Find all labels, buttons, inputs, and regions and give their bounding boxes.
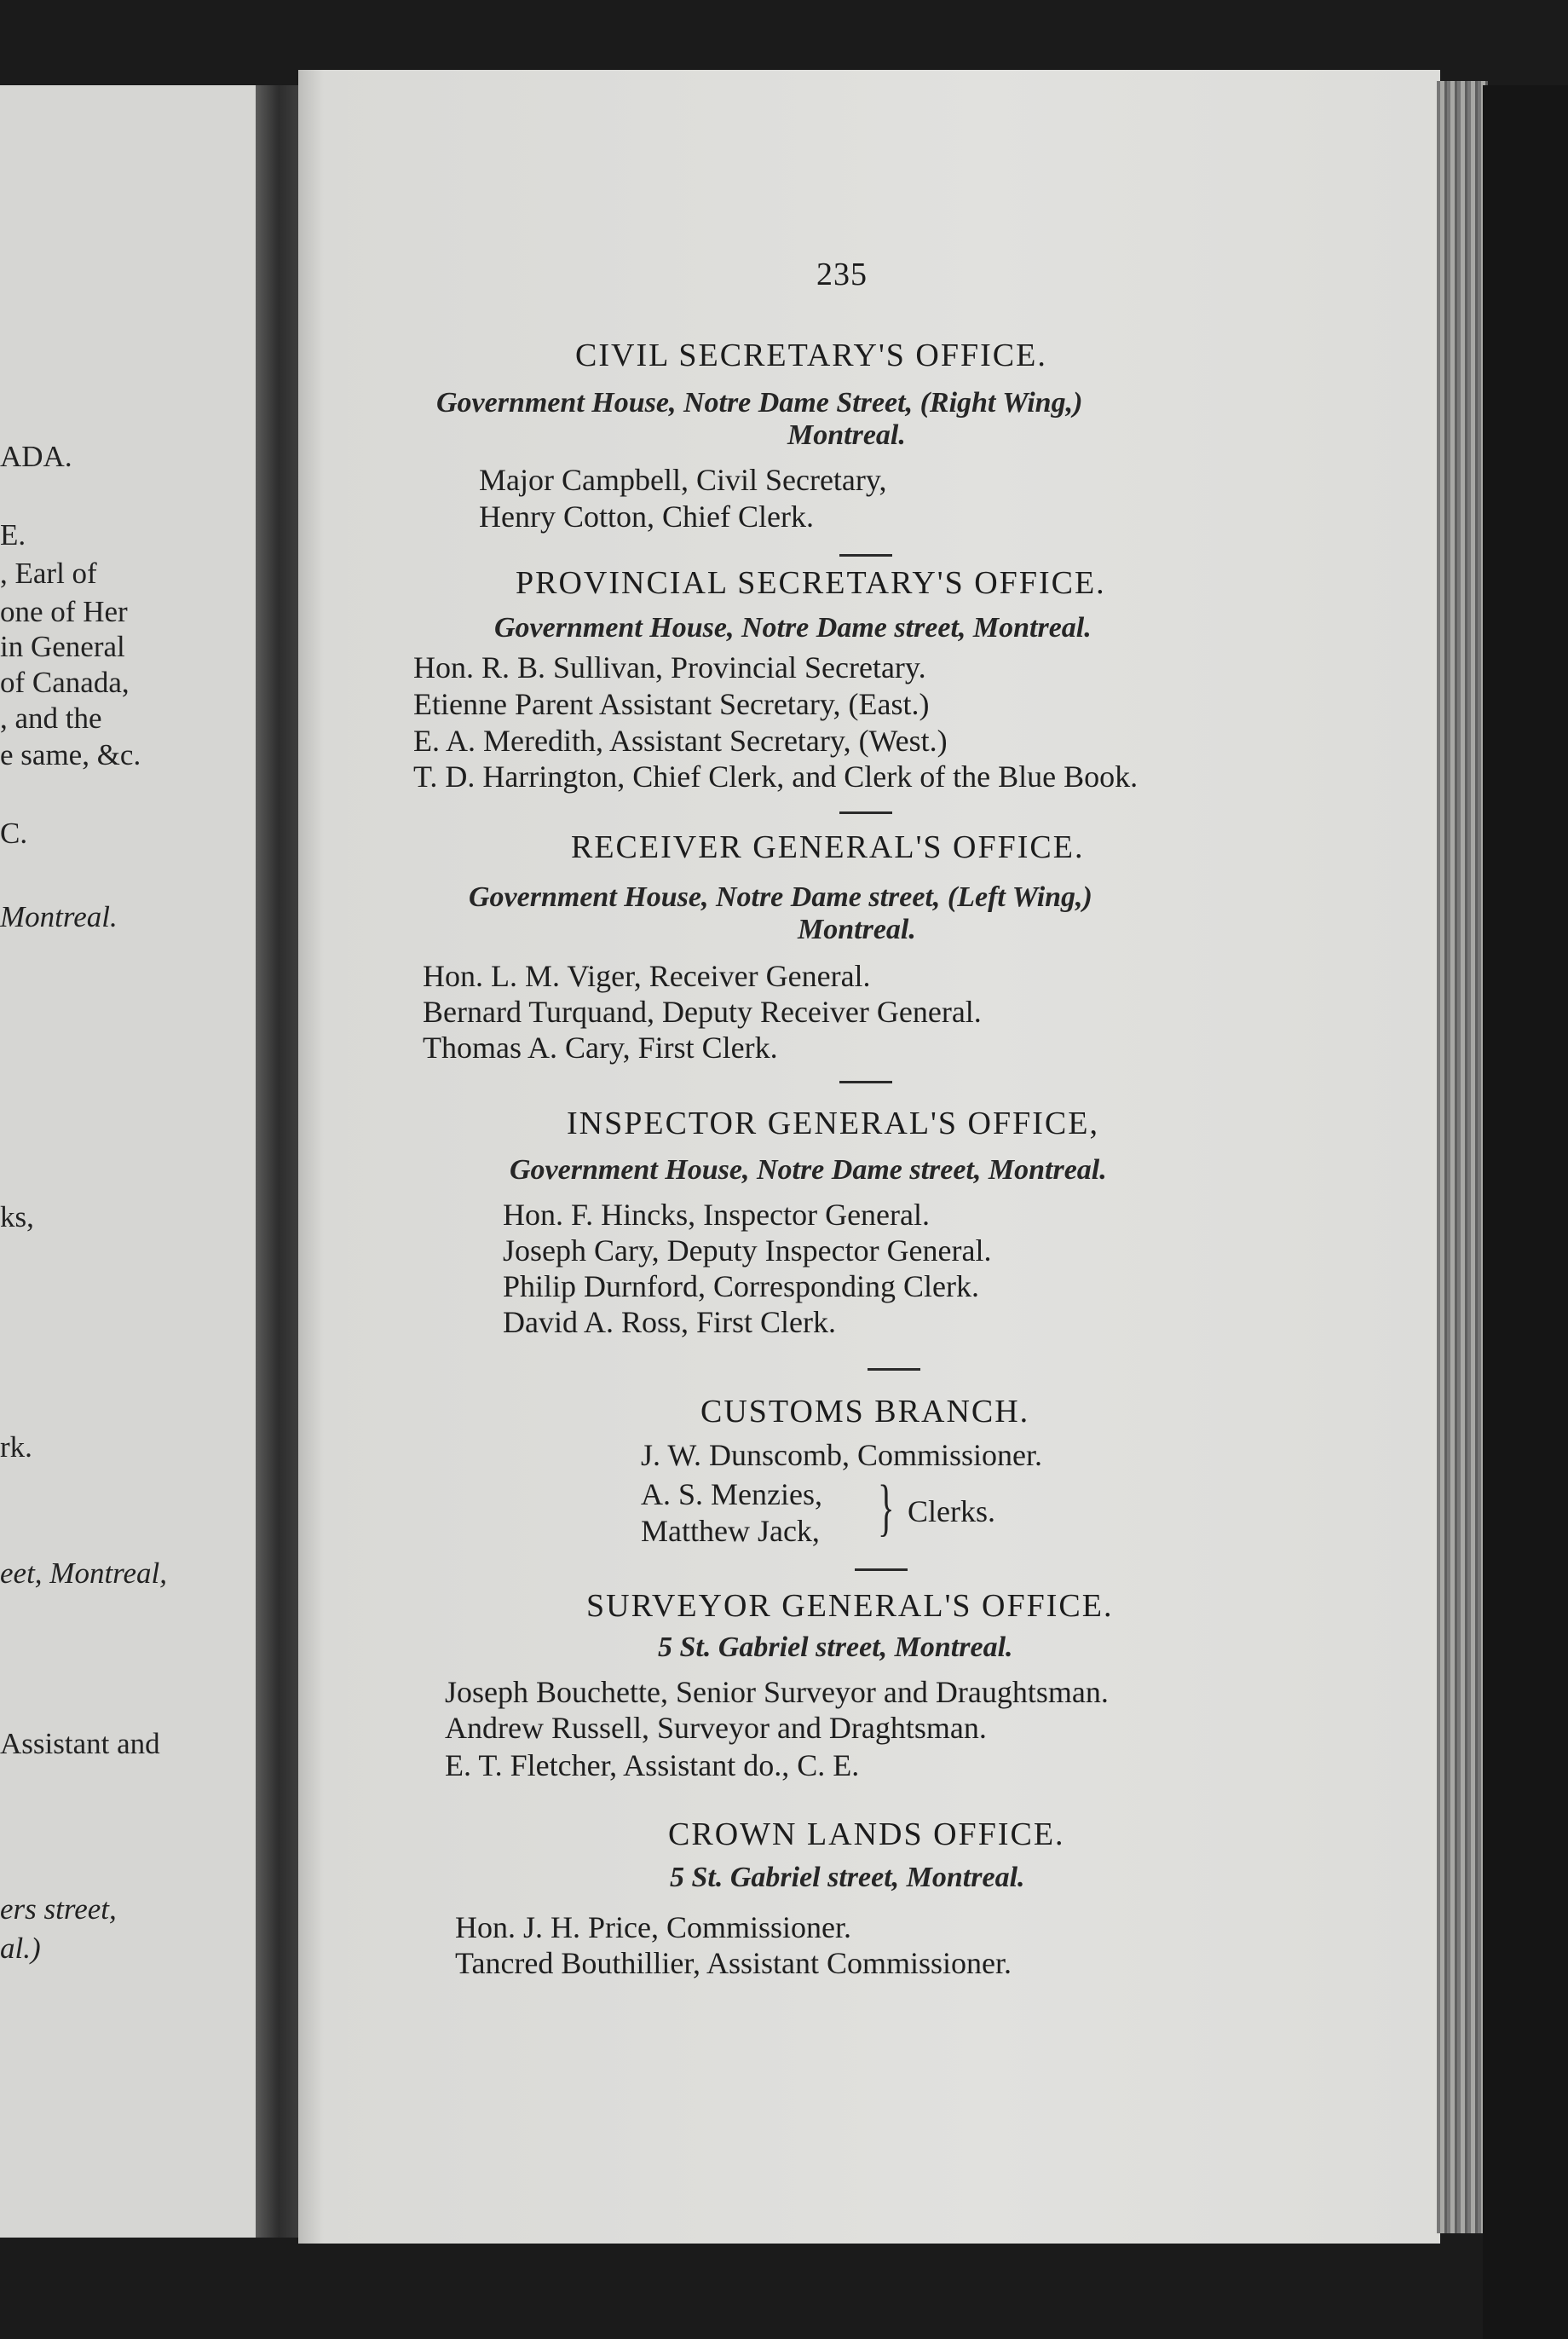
- section-divider: [855, 1568, 908, 1571]
- staff-entry: J. W. Dunscomb, Commissioner.: [641, 1438, 1043, 1472]
- section-title-provincial-secretary: PROVINCIAL SECRETARY'S OFFICE.: [516, 565, 1106, 601]
- staff-entry: Philip Durnford, Corresponding Clerk.: [503, 1269, 979, 1303]
- section-divider: [868, 1368, 920, 1371]
- left-fragment: al.): [0, 1932, 41, 1965]
- staff-entry: Matthew Jack,: [641, 1514, 820, 1548]
- staff-entry: Hon. J. H. Price, Commissioner.: [455, 1910, 851, 1944]
- left-fragment: eet, Montreal,: [0, 1556, 168, 1590]
- section-title-civil-secretary: CIVIL SECRETARY'S OFFICE.: [575, 338, 1047, 373]
- section-title-receiver-general: RECEIVER GENERAL'S OFFICE.: [571, 829, 1085, 865]
- left-fragment: ADA.: [0, 440, 72, 473]
- left-fragment: C.: [0, 817, 28, 850]
- left-fragment: Montreal.: [0, 900, 118, 933]
- left-fragment: , Earl of: [0, 557, 97, 590]
- staff-entry: Hon. L. M. Viger, Receiver General.: [423, 959, 871, 993]
- staff-entry: Andrew Russell, Surveyor and Draghtsman.: [445, 1711, 987, 1745]
- staff-entry: T. D. Harrington, Chief Clerk, and Clerk of the Blue Book.: [413, 759, 1139, 794]
- section-title-customs-branch: CUSTOMS BRANCH.: [700, 1394, 1030, 1429]
- staff-entry: Major Campbell, Civil Secretary,: [479, 463, 887, 497]
- staff-entry: Hon. F. Hincks, Inspector General.: [503, 1198, 930, 1232]
- brace-symbol: }: [878, 1473, 895, 1543]
- staff-entry: A. S. Menzies,: [641, 1477, 822, 1511]
- staff-entry: Henry Cotton, Chief Clerk.: [479, 500, 814, 534]
- left-fragment: one of Her: [0, 595, 128, 628]
- left-fragment: ers street,: [0, 1892, 117, 1926]
- section-divider: [839, 811, 892, 814]
- staff-entry: Thomas A. Cary, First Clerk.: [423, 1031, 778, 1065]
- left-page: [0, 85, 256, 2238]
- left-fragment: rk.: [0, 1430, 32, 1464]
- address-line: Government House, Notre Dame street, Montreal.: [510, 1154, 1107, 1186]
- staff-entry: Etienne Parent Assistant Secretary, (East.): [413, 687, 930, 721]
- background-shadow: [1483, 85, 1568, 2339]
- address-line: 5 St. Gabriel street, Montreal.: [670, 1862, 1025, 1893]
- left-fragment: Assistant and: [0, 1727, 160, 1760]
- section-divider: [839, 554, 892, 557]
- address-line: Government House, Notre Dame Street, (Right Wing,): [436, 387, 1083, 419]
- left-fragment: ks,: [0, 1200, 34, 1233]
- address-line: Montreal.: [787, 419, 906, 451]
- left-fragment: E.: [0, 518, 26, 552]
- address-line: Montreal.: [798, 914, 916, 945]
- left-fragment: in General: [0, 630, 125, 663]
- clerks-label: Clerks.: [908, 1494, 995, 1528]
- staff-entry: Joseph Bouchette, Senior Surveyor and Draughtsman.: [445, 1675, 1109, 1709]
- staff-entry: Hon. R. B. Sullivan, Provincial Secretary.: [413, 650, 926, 684]
- staff-entry: Tancred Bouthillier, Assistant Commissioner.: [455, 1946, 1012, 1980]
- page-edges: [1437, 81, 1488, 2233]
- address-line: Government House, Notre Dame street, (Left Wing,): [469, 881, 1092, 913]
- staff-entry: David A. Ross, First Clerk.: [503, 1305, 837, 1339]
- left-fragment: of Canada,: [0, 666, 130, 699]
- staff-entry: E. A. Meredith, Assistant Secretary, (West.): [413, 724, 948, 758]
- section-divider: [839, 1081, 892, 1083]
- staff-entry: Joseph Cary, Deputy Inspector General.: [503, 1233, 992, 1268]
- section-title-surveyor-general: SURVEYOR GENERAL'S OFFICE.: [586, 1588, 1114, 1624]
- left-fragment: , and the: [0, 702, 102, 735]
- section-title-inspector-general: INSPECTOR GENERAL'S OFFICE,: [567, 1106, 1099, 1141]
- page-number: 235: [816, 257, 868, 292]
- staff-entry: E. T. Fletcher, Assistant do., C. E.: [445, 1748, 860, 1782]
- address-line: 5 St. Gabriel street, Montreal.: [658, 1632, 1013, 1663]
- staff-entry: Bernard Turquand, Deputy Receiver General.: [423, 995, 982, 1029]
- address-line: Government House, Notre Dame street, Montreal.: [494, 612, 1092, 644]
- section-title-crown-lands: CROWN LANDS OFFICE.: [668, 1816, 1065, 1852]
- left-fragment: e same, &c.: [0, 738, 141, 771]
